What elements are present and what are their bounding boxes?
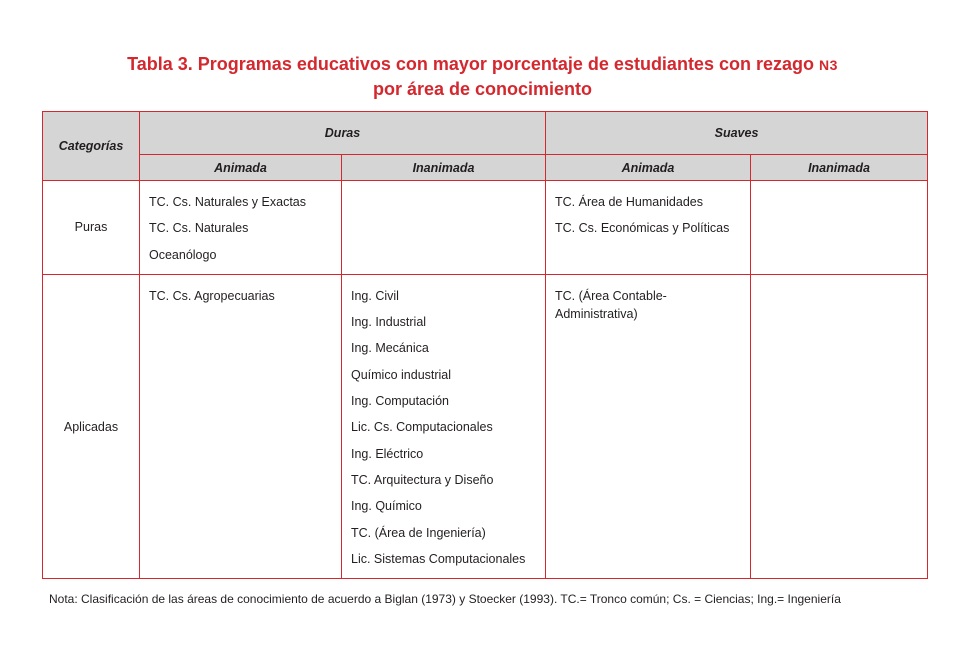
cell-aplicadas-suaves-animada [546,274,751,578]
list-item: Ing. Industrial [351,315,427,330]
title-line1: Tabla 3. Programas educativos con mayor porcentaje de estudiantes con rezago [127,54,819,74]
list-item: TC. Arquitectura y Diseño [351,472,494,487]
list-item: Químico industrial [351,367,452,382]
cell-puras-suaves-inanimada [751,181,928,275]
title-level-code: N3 [818,57,838,73]
cell-puras-duras-animada [140,181,342,275]
cell-aplicadas-suaves-inanimada [751,274,928,578]
header-suaves-inanimada: Inanimada [751,155,928,181]
list-item: TC. Cs. Agropecuarias [149,288,275,303]
list-item: Oceanólogo [149,247,217,262]
title-line2: por área de conocimiento [372,79,593,99]
list-item: TC. Cs. Naturales y Exactas [149,195,306,209]
header-suaves: Suaves [546,112,928,155]
cell-puras-suaves-animada [546,181,751,275]
list-item: TC. Cs. Naturales [149,221,249,236]
list-item: TC. Cs. Económicas y Políticas [555,221,730,236]
list-item: TC. Área de Humanidades [555,195,703,209]
header-duras: Duras [140,112,546,155]
row-label-puras: Puras [43,181,140,275]
list-item: Ing. Químico [351,499,422,514]
table-note: Nota: Clasificación de las áreas de conocimiento de acuerdo a Biglan (1973) y Stoecker (1993). TC.= Tronco común; Cs. = Ciencias; Ing.= Ingeniería [49,592,841,606]
list-item: Ing. Civil [351,288,399,303]
row-label-aplicadas: Aplicadas [43,274,140,578]
list-item: Lic. Sistemas Computacionales [351,551,526,566]
header-suaves-animada: Animada [546,155,751,181]
table-row [43,181,928,275]
cell-aplicadas-duras-inanimada [342,274,546,578]
cell-aplicadas-duras-animada [140,274,342,578]
header-duras-inanimada: Inanimada [342,155,546,181]
list-item: Ing. Mecánica [351,341,429,356]
classification-table [42,111,928,579]
table-row [43,274,928,578]
list-item: TC. (Área de Ingeniería) [351,525,486,540]
list-item: Lic. Cs. Computacionales [351,420,493,435]
list-item: Ing. Eléctrico [351,446,424,461]
table-title [0,52,965,101]
header-duras-animada: Animada [140,155,342,181]
list-item: Ing. Computación [351,394,449,409]
cell-puras-duras-inanimada [342,181,546,275]
list-item: TC. (Área Contable-Administrativa) [555,288,667,321]
header-categorias: Categorías [43,112,140,181]
